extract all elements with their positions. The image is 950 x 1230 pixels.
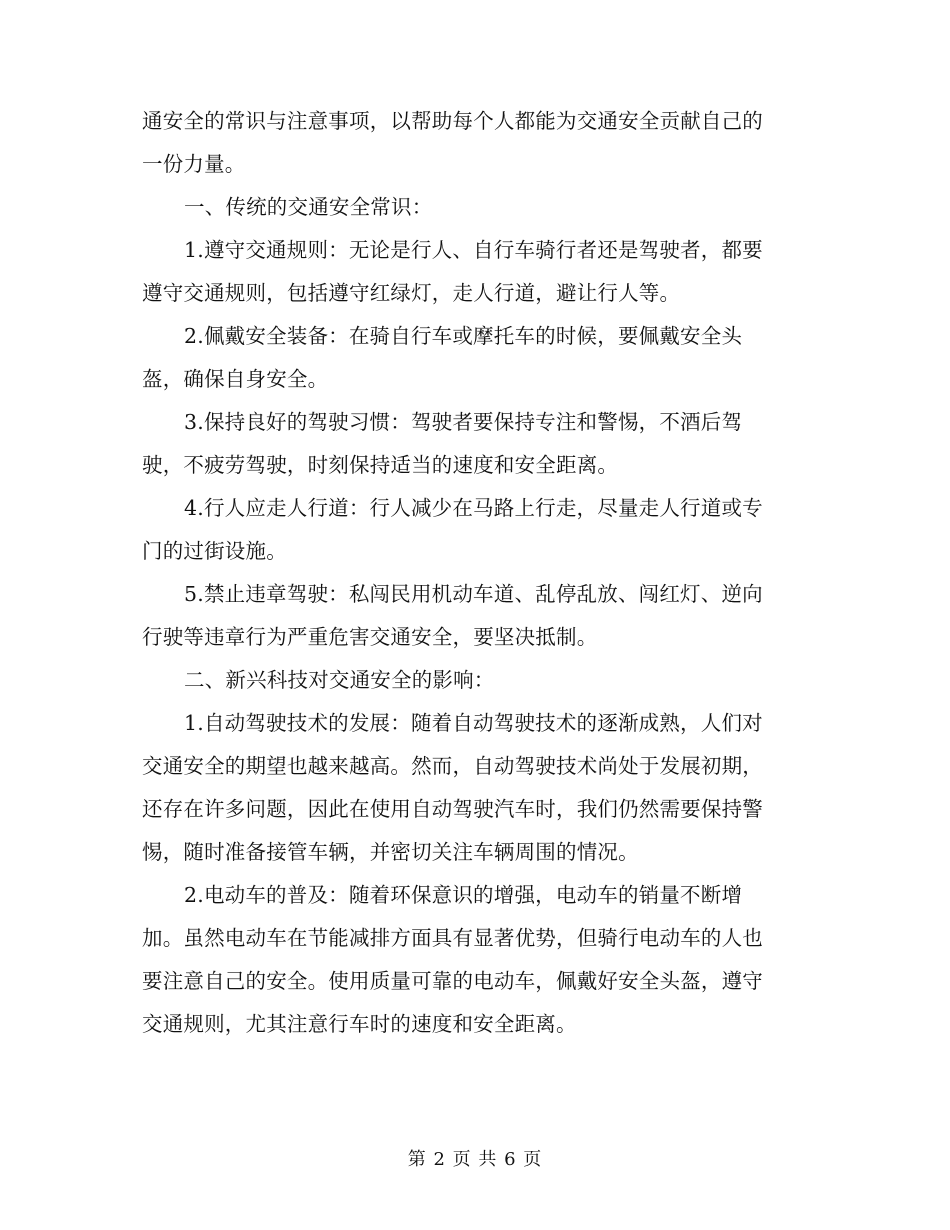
- text-line: 门的过街设施。: [142, 539, 287, 563]
- text-line: 加。虽然电动车在节能减排方面具有显著优势，但骑行电动车的人也: [142, 926, 763, 950]
- text-line: 一份力量。: [142, 152, 246, 176]
- text-line: 还存在许多问题，因此在使用自动驾驶汽车时，我们仍然需要保持警: [142, 797, 763, 821]
- list-item-start: 2.电动车的普及：随着环保意识的增强，电动车的销量不断增: [184, 883, 743, 907]
- text-line: 要注意自己的安全。使用质量可靠的电动车，佩戴好安全头盔，遵守: [142, 969, 763, 993]
- text-line: 遵守交通规则，包括遵守红绿灯，走人行道，避让行人等。: [142, 281, 681, 305]
- section-heading: 一、传统的交通安全常识：: [184, 195, 433, 219]
- text-line: 交通安全的期望也越来越高。然而，自动驾驶技术尚处于发展初期，: [142, 754, 763, 778]
- list-item-start: 1.自动驾驶技术的发展：随着自动驾驶技术的逐渐成熟，人们对: [184, 711, 763, 735]
- text-line: 通安全的常识与注意事项，以帮助每个人都能为交通安全贡献自己的: [142, 109, 763, 133]
- text-line: 交通规则，尤其注意行车时的速度和安全距离。: [142, 1012, 577, 1036]
- text-line: 驶，不疲劳驾驶，时刻保持适当的速度和安全距离。: [142, 453, 619, 477]
- text-line: 行驶等违章行为严重危害交通安全，要坚决抵制。: [142, 625, 598, 649]
- text-line: 盔，确保自身安全。: [142, 367, 329, 391]
- list-item-start: 3.保持良好的驾驶习惯：驾驶者要保持专注和警惕，不酒后驾: [184, 410, 743, 434]
- page-number-footer: 第 2 页 共 6 页: [407, 1149, 543, 1170]
- document-body: [142, 100, 818, 1046]
- text-line: 惕，随时准备接管车辆，并密切关注车辆周围的情况。: [142, 840, 639, 864]
- list-item-start: 5.禁止违章驾驶：私闯民用机动车道、乱停乱放、闯红灯、逆向: [184, 582, 763, 606]
- list-item-start: 4.行人应走人行道：行人减少在马路上行走，尽量走人行道或专: [184, 496, 763, 520]
- section-heading: 二、新兴科技对交通安全的影响：: [184, 668, 495, 692]
- list-item-start: 2.佩戴安全装备：在骑自行车或摩托车的时候，要佩戴安全头: [184, 324, 743, 348]
- list-item-start: 1.遵守交通规则：无论是行人、自行车骑行者还是驾驶者，都要: [184, 238, 763, 262]
